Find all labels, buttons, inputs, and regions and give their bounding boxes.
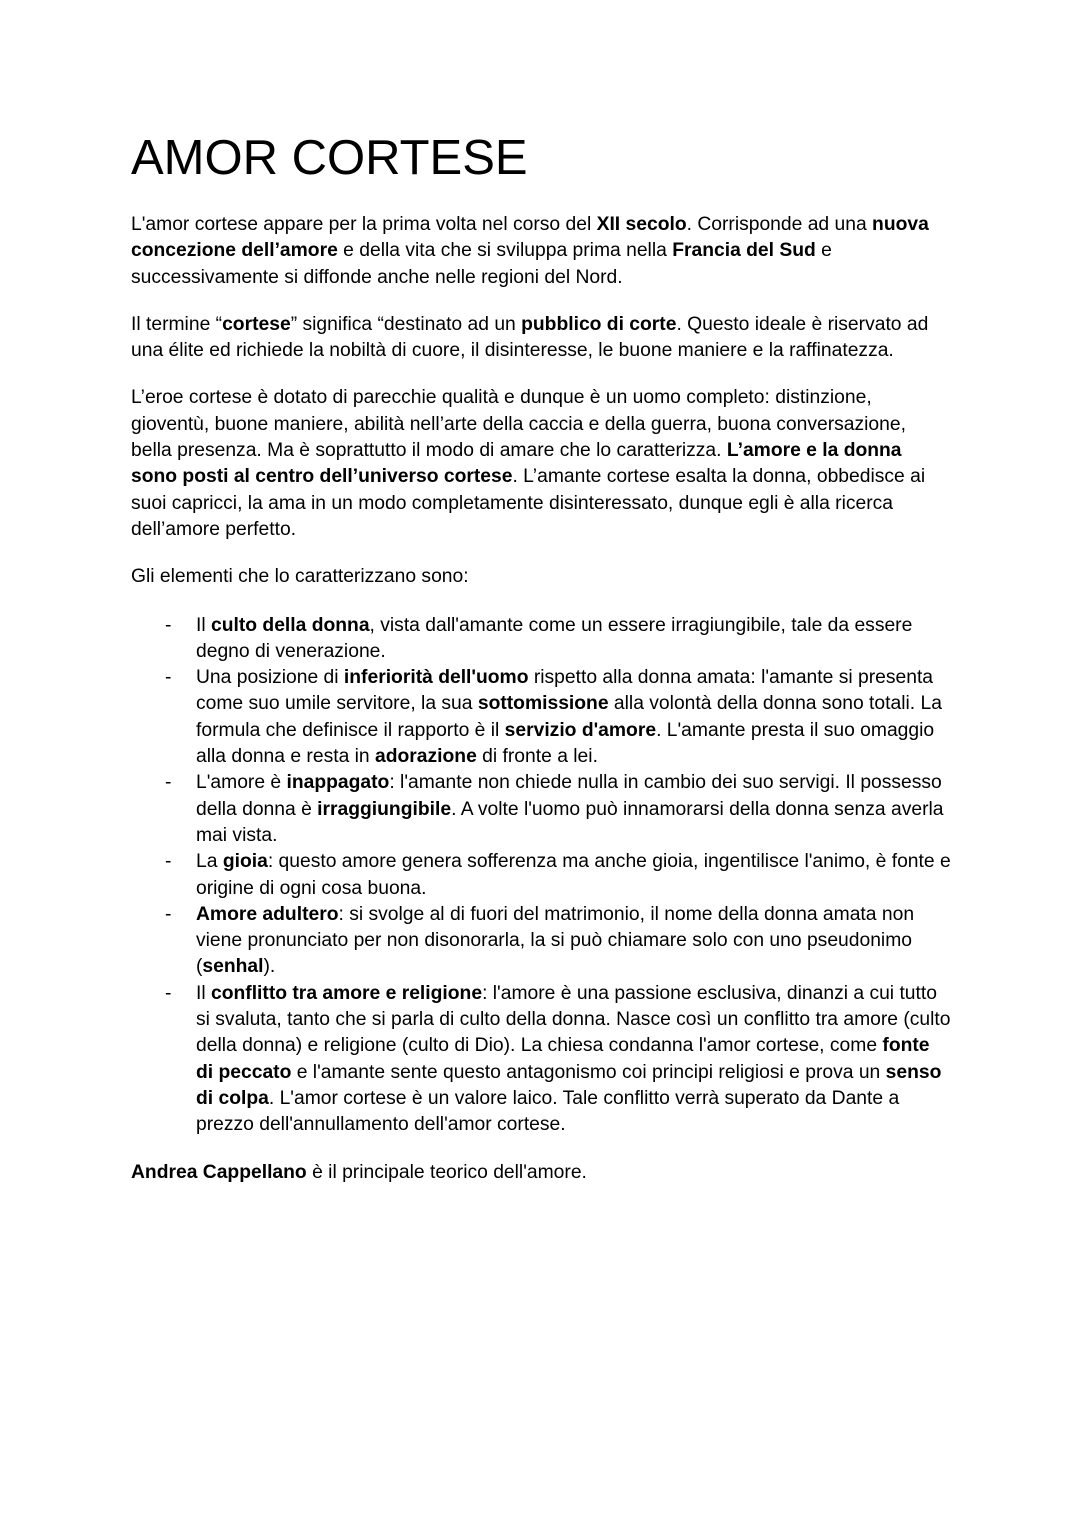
page-title: AMOR CORTESE xyxy=(131,131,528,185)
list-item: - Amore adultero: si svolge al di fuori del matrimonio, il nome della donna amata non viene pronunciato per non disonorarla, la si può chiamare solo con uno pseudonimo (senhal). xyxy=(165,903,915,978)
list-intro: Gli elementi che lo caratterizzano sono: xyxy=(131,566,469,588)
elements-list xyxy=(131,613,951,1139)
document-page xyxy=(131,128,951,1186)
list-item: - Una posizione di inferiorità dell'uomo rispetto alla donna amata: l'amante si presenta come suo umile servitore, la sua sottomissione alla volontà della donna sono totali. La formula che definisce il rapporto è il servizio d'amore. L'amante presta il suo omaggio alla donna e resta in adorazione di fronte a lei. xyxy=(165,667,942,768)
list-item: - Il culto della donna, vista dall'amante come un essere irragiungibile, tale da essere degno di venerazione. xyxy=(165,614,913,662)
paragraph-intro: L'amor cortese appare per la prima volta nel corso del XII secolo. Corrisponde ad una nuova concezione dell’amore e della vita che si sviluppa prima nella Francia del Sud e successivamente si diffonde anche nelle regioni del Nord. xyxy=(131,214,929,288)
list-item: - Il conflitto tra amore e religione: l'amore è una passione esclusiva, dinanzi a cui tutto si svaluta, tanto che si parla di culto della donna. Nasce così un conflitto tra amore (culto della donna) e religione (culto di Dio). La chiesa condanna l'amor cortese, come fonte di peccato e l'amante sente questo antagonismo coi principi religiosi e prova un senso di colpa. L'amor cortese è un valore laico. Tale conflitto verrà superato da Dante a prezzo dell'annullamento dell'amor cortese. xyxy=(165,982,951,1136)
list-item: - La gioia: questo amore genera sofferenza ma anche gioia, ingentilisce l'animo, è fonte e origine di ogni cosa buona. xyxy=(165,851,951,899)
paragraph-cortese-definition: Il termine “cortese” significa “destinato ad un pubblico di corte. Questo ideale è riservato ad una élite ed richiede la nobiltà di cuore, il disinteresse, le buone maniere e la raffinatezza. xyxy=(131,313,929,362)
list-item: - L'amore è inappagato: l'amante non chiede nulla in cambio dei suo servigi. Il possesso della donna è irraggiungibile. A volte l'uomo può innamorarsi della donna senza averla mai vista. xyxy=(165,772,944,846)
paragraph-eroe-cortese: L’eroe cortese è dotato di parecchie qualità e dunque è un uomo completo: distinzione, gioventù, buone maniere, abilità nell’arte della caccia e della guerra, buona conversazione, bella presenza. Ma è soprattutto il modo di amare che lo caratterizza. L’amore e la donna sono posti al centro dell’universo cortese. L’amante cortese esalta la donna, obbedisce ai suoi capricci, la ama in un modo completamente disinteressato, dunque egli è alla ricerca dell’amore perfetto. xyxy=(131,387,926,540)
paragraph-closing: Andrea Cappellano è il principale teorico dell'amore. xyxy=(131,1161,587,1183)
